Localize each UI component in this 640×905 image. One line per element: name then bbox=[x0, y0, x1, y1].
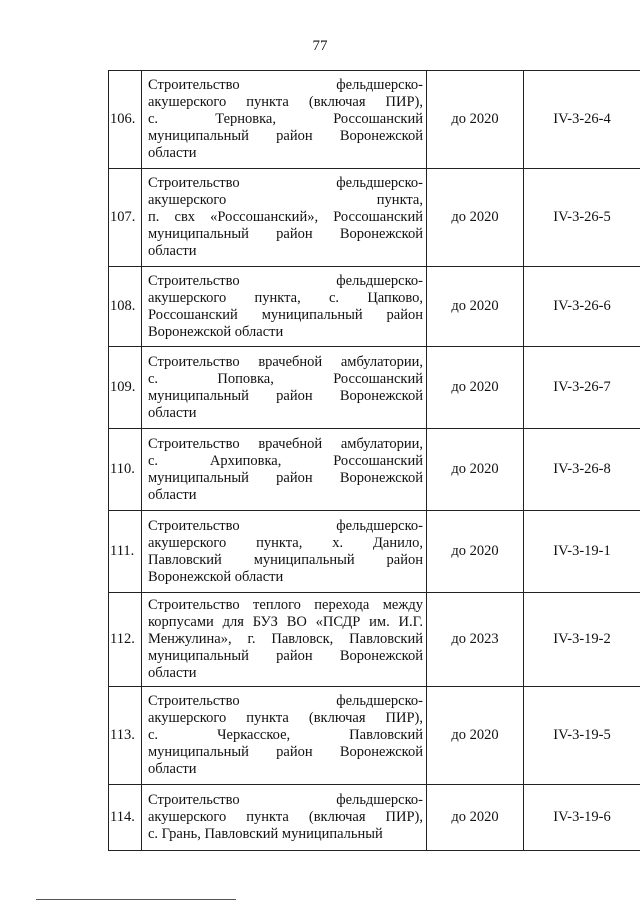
description-line: Строительство теплого перехода между bbox=[148, 597, 423, 613]
table-row bbox=[109, 71, 640, 169]
description-line: с. Грань, Павловский муниципальный bbox=[148, 826, 383, 842]
table-row bbox=[109, 511, 640, 593]
description-line: Менжулина», г. Павловск, Павловский bbox=[148, 631, 423, 647]
description-line: Строительство врачебной амбулатории, bbox=[148, 353, 423, 370]
row-description bbox=[142, 785, 427, 851]
row-code: IV-3-26-5 bbox=[524, 169, 640, 267]
row-deadline: до 2020 bbox=[427, 511, 524, 593]
description-line: акушерского пункта, х. Данило, bbox=[148, 534, 423, 551]
description-line: Павловский муниципальный район bbox=[148, 551, 423, 568]
description-line: Строительство врачебной амбулатории, bbox=[148, 435, 423, 452]
page-number: 77 bbox=[312, 38, 328, 54]
description-line: акушерского пункта (включая ПИР), bbox=[148, 710, 423, 726]
description-line: п. свх «Россошанский», Россошанский bbox=[148, 209, 423, 225]
row-number: 113. bbox=[109, 687, 142, 785]
description-line: с. Архиповка, Россошанский bbox=[148, 452, 423, 469]
table-row bbox=[109, 347, 640, 429]
description-line: Воронежской области bbox=[148, 568, 284, 585]
projects-table bbox=[108, 70, 640, 851]
description-line: Россошанский муниципальный район bbox=[148, 306, 423, 323]
description-line: акушерского пункта (включая ПИР), bbox=[148, 809, 423, 825]
description-line: муниципальный район Воронежской bbox=[148, 128, 423, 144]
table-row bbox=[109, 169, 640, 267]
description-line: муниципальный район Воронежской bbox=[148, 387, 423, 404]
row-code: IV-3-19-1 bbox=[524, 511, 640, 593]
table-row bbox=[109, 429, 640, 511]
description-line: муниципальный район Воронежской bbox=[148, 469, 423, 486]
row-deadline: до 2023 bbox=[427, 593, 524, 687]
row-number: 112. bbox=[109, 593, 142, 687]
table-row bbox=[109, 785, 640, 851]
row-deadline: до 2020 bbox=[427, 687, 524, 785]
description-line: муниципальный район Воронежской bbox=[148, 648, 423, 664]
description-line: Строительство фельдшерско- bbox=[148, 77, 423, 93]
description-line: области bbox=[148, 761, 197, 777]
description-line: Строительство фельдшерско- bbox=[148, 517, 423, 534]
row-number: 111. bbox=[109, 511, 142, 593]
row-deadline: до 2020 bbox=[427, 347, 524, 429]
description-line: с. Терновка, Россошанский bbox=[148, 111, 423, 127]
description-line: Воронежской области bbox=[148, 323, 284, 340]
description-line: корпусами для БУЗ ВО «ПСДР им. И.Г. bbox=[148, 614, 423, 630]
row-description bbox=[142, 267, 427, 347]
row-number: 110. bbox=[109, 429, 142, 511]
row-description bbox=[142, 71, 427, 169]
description-line: области bbox=[148, 404, 197, 421]
row-code: IV-3-26-4 bbox=[524, 71, 640, 169]
description-line: области bbox=[148, 665, 197, 681]
row-number: 108. bbox=[109, 267, 142, 347]
row-deadline: до 2020 bbox=[427, 429, 524, 511]
description-line: Строительство фельдшерско- bbox=[148, 693, 423, 709]
row-description bbox=[142, 169, 427, 267]
row-deadline: до 2020 bbox=[427, 169, 524, 267]
description-line: акушерского пункта (включая ПИР), bbox=[148, 94, 423, 110]
description-line: акушерского пункта, bbox=[148, 192, 423, 208]
description-line: с. Поповка, Россошанский bbox=[148, 370, 423, 387]
row-description bbox=[142, 511, 427, 593]
table-row bbox=[109, 593, 640, 687]
description-line: области bbox=[148, 243, 197, 259]
description-line: с. Черкасское, Павловский bbox=[148, 727, 423, 743]
description-line: муниципальный район Воронежской bbox=[148, 744, 423, 760]
row-deadline: до 2020 bbox=[427, 71, 524, 169]
row-number: 114. bbox=[109, 785, 142, 851]
description-line: акушерского пункта, с. Цапково, bbox=[148, 289, 423, 306]
row-number: 109. bbox=[109, 347, 142, 429]
row-code: IV-3-19-2 bbox=[524, 593, 640, 687]
row-deadline: до 2020 bbox=[427, 267, 524, 347]
row-code: IV-3-19-5 bbox=[524, 687, 640, 785]
row-deadline: до 2020 bbox=[427, 785, 524, 851]
table-row bbox=[109, 687, 640, 785]
table-row bbox=[109, 267, 640, 347]
description-line: области bbox=[148, 486, 197, 503]
description-line: Строительство фельдшерско- bbox=[148, 175, 423, 191]
description-line: области bbox=[148, 145, 197, 161]
row-number: 106. bbox=[109, 71, 142, 169]
row-description bbox=[142, 347, 427, 429]
row-code: IV-3-26-6 bbox=[524, 267, 640, 347]
footer-divider bbox=[36, 899, 236, 900]
row-code: IV-3-19-6 bbox=[524, 785, 640, 851]
description-line: Строительство фельдшерско- bbox=[148, 792, 423, 808]
row-description bbox=[142, 593, 427, 687]
table-body bbox=[109, 71, 640, 851]
description-line: Строительство фельдшерско- bbox=[148, 272, 423, 289]
row-description bbox=[142, 429, 427, 511]
row-number: 107. bbox=[109, 169, 142, 267]
row-description bbox=[142, 687, 427, 785]
row-code: IV-3-26-7 bbox=[524, 347, 640, 429]
row-code: IV-3-26-8 bbox=[524, 429, 640, 511]
description-line: муниципальный район Воронежской bbox=[148, 226, 423, 242]
